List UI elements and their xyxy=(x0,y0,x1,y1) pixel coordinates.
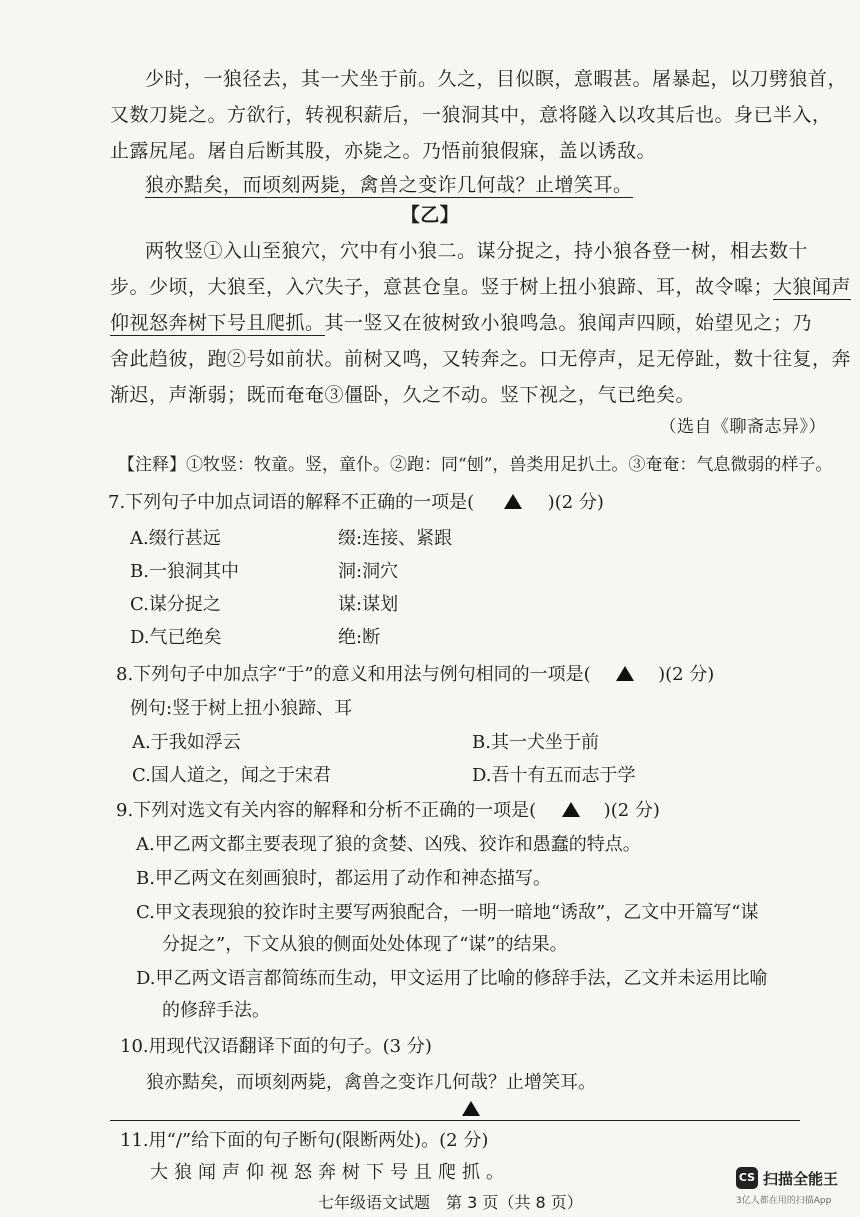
underlined-sentence: 狼亦黠矣，而顷刻两毙，禽兽之变诈几何哉？止增笑耳。 xyxy=(145,174,633,196)
watermark-name: 扫描全能王 xyxy=(763,1170,839,1188)
question-7-stem: 7.下列句子中加点词语的解释不正确的一项是( xyxy=(108,492,475,513)
cs-logo-icon: CS xyxy=(736,1167,758,1189)
q9-option-c-cont: 分捉之”，下文从狼的侧面处处体现了“谋”的结果。 xyxy=(162,934,568,955)
q9-option-c: C.甲文表现狼的狡诈时主要写两狼配合，一明一暗地“诱敌”，乙文中开篇写“谋 xyxy=(136,902,759,923)
question-9-score: )(2 分) xyxy=(603,800,660,821)
question-8 xyxy=(116,662,714,688)
q9-option-d-cont: 的修辞手法。 xyxy=(162,1000,270,1021)
question-11-sentence: 大狼闻声仰视怒奔树下号且爬抓。 xyxy=(150,1162,510,1183)
passage-a-line-2: 又数刀毙之。方欲行，转视积薪后，一狼洞其中，意将隧入以攻其后也。身已半入， xyxy=(110,104,832,126)
question-7 xyxy=(108,490,604,516)
passage-a-line-4 xyxy=(145,172,633,198)
q7-option-d: D.气已绝矣 xyxy=(130,627,222,648)
q7-option-b: B.一狼洞其中 xyxy=(130,561,239,582)
question-11-stem: 11.用“/”给下面的句子断句(限断两处)。(2 分) xyxy=(120,1130,489,1151)
answer-triangle-icon xyxy=(504,494,522,509)
question-9-stem: 9.下列对选文有关内容的解释和分析不正确的一项是( xyxy=(116,800,537,821)
answer-triangle-icon xyxy=(562,802,580,817)
answer-triangle-icon xyxy=(462,1100,480,1119)
scanner-watermark xyxy=(736,1165,846,1209)
q7-gloss-c: 谋:谋划 xyxy=(338,594,399,615)
answer-triangle-icon xyxy=(616,666,634,681)
q8-example: 例句:竖于树上扭小狼蹄、耳 xyxy=(130,698,353,719)
question-10-sentence: 狼亦黠矣，而顷刻两毙，禽兽之变诈几何哉？止增笑耳。 xyxy=(146,1072,596,1093)
q8-option-d: D.吾十有五而志于学 xyxy=(472,765,636,786)
passage-b-line-2 xyxy=(110,274,851,300)
passage-b-line-5: 渐迟，声渐弱；既而奄奄③僵卧，久之不动。竖下视之，气已绝矣。 xyxy=(110,384,696,406)
page-footer: 七年级语文试题 第 3 页（共 8 页） xyxy=(318,1193,583,1212)
underlined-phrase-start: 大狼闻声 xyxy=(773,276,852,298)
question-9 xyxy=(116,798,660,824)
passage-b-line-3 xyxy=(110,310,812,336)
passage-b-line-1: 两牧竖①入山至狼穴，穴中有小狼二。谋分捉之，持小狼各登一树，相去数十 xyxy=(145,240,809,262)
question-8-score: )(2 分) xyxy=(658,664,715,685)
q7-gloss-a: 缀:连接、紧跟 xyxy=(338,528,453,549)
annotation-notes: 【注释】①牧竖：牧童。竖，童仆。②跑：同“刨”，兽类用足扒土。③奄奄：气息微弱的样子。 xyxy=(118,455,833,475)
q9-option-d: D.甲乙两文语言都简练而生动，甲文运用了比喻的修辞手法，乙文并未运用比喻 xyxy=(136,968,768,989)
passage-a-line-1: 少时，一狼径去，其一犬坐于前。久之，目似瞑，意暇甚。屠暴起，以刀劈狼首， xyxy=(145,68,848,90)
q8-option-a: A.于我如浮云 xyxy=(132,732,241,753)
question-8-stem: 8.下列句子中加点字“于”的意义和用法与例句相同的一项是( xyxy=(116,664,591,685)
passage-a-line-3: 止露尻尾。屠自后断其股，亦毙之。乃悟前狼假寐，盖以诱敌。 xyxy=(110,140,657,162)
question-10-stem: 10.用现代汉语翻译下面的句子。(3 分) xyxy=(120,1036,432,1057)
source-citation: （选自《聊斋志异》） xyxy=(659,417,826,437)
q7-gloss-b: 洞:洞穴 xyxy=(338,561,399,582)
q8-option-b: B.其一犬坐于前 xyxy=(472,732,599,753)
passage-b-heading: 【乙】 xyxy=(400,204,460,226)
answer-line xyxy=(110,1120,800,1121)
q8-option-c: C.国人道之，闻之于宋君 xyxy=(132,765,331,786)
watermark-slogan: 3亿人都在用的扫描App xyxy=(736,1196,832,1206)
passage-b-line-3-text: 其一竖又在彼树致小狼鸣急。狼闻声四顾，始望见之；乃 xyxy=(324,312,813,334)
q9-option-a: A.甲乙两文都主要表现了狼的贪婪、凶残、狡诈和愚蠢的特点。 xyxy=(136,834,641,855)
passage-b-line-2-text: 步。少顷，大狼至，入穴失子，意甚仓皇。竖于树上扭小狼蹄、耳，故令嗥； xyxy=(110,276,774,298)
q7-option-a: A.缀行甚远 xyxy=(130,528,221,549)
q9-option-b: B.甲乙两文在刻画狼时，都运用了动作和神态描写。 xyxy=(136,868,551,889)
question-7-score: )(2 分) xyxy=(547,492,604,513)
passage-b-line-4: 舍此趋彼，跑②号如前状。前树又鸣，又转奔之。口无停声，足无停趾，数十往复，奔 xyxy=(110,348,852,370)
q7-option-c: C.谋分捉之 xyxy=(130,594,221,615)
q7-gloss-d: 绝:断 xyxy=(338,627,381,648)
underlined-phrase-end: 仰视怒奔树下号且爬抓。 xyxy=(110,312,325,334)
